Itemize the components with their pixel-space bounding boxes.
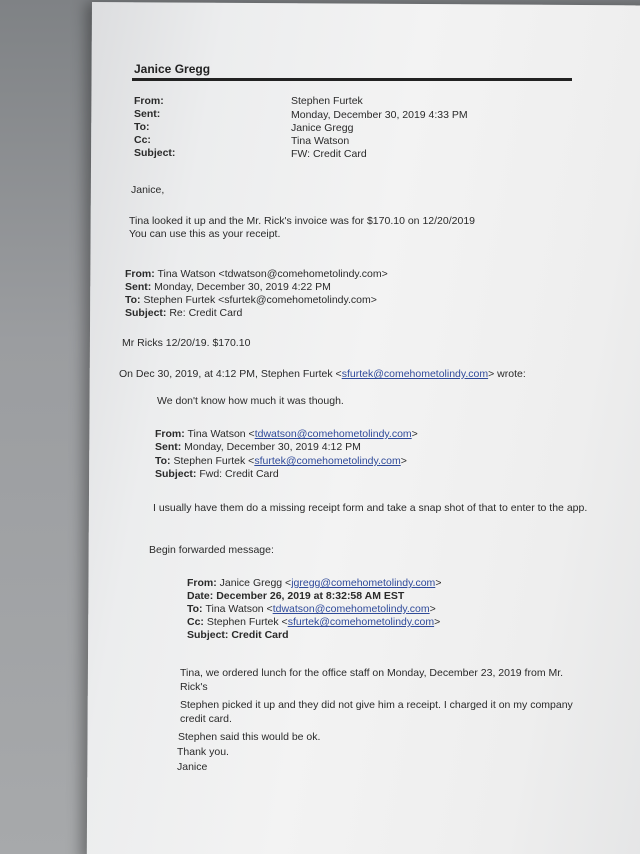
header-value-sent: Monday, December 30, 2019 4:33 PM	[291, 109, 468, 121]
message5-date	[187, 590, 404, 603]
message2-from-label: From:	[125, 268, 155, 280]
header-label-cc: Cc:	[134, 134, 151, 146]
header-label-from: From:	[134, 95, 164, 107]
message5-cc-suffix: >	[434, 616, 441, 628]
message5-from	[187, 577, 441, 590]
message3-body: We don't know how much it was though.	[157, 395, 344, 407]
message4-to-label: To:	[155, 455, 171, 467]
message2-subject-label: Subject:	[125, 307, 167, 319]
message2-to	[125, 294, 377, 307]
message4-sent-label: Sent:	[155, 441, 182, 453]
message4-from-label: From:	[155, 428, 185, 440]
message5-body-line: credit card.	[180, 713, 232, 725]
message2-to-value: Stephen Furtek <sfurtek@comehometolindy.com>	[143, 294, 377, 306]
message2-wrote-line	[119, 368, 526, 381]
message2-from	[125, 268, 388, 281]
message4-sent	[155, 441, 361, 454]
message4-from	[155, 428, 418, 441]
message2-to-label: To:	[125, 294, 141, 306]
message5-subject	[187, 629, 289, 642]
header-label-subject: Subject:	[134, 147, 176, 159]
letterhead-rule	[132, 78, 572, 81]
message5-body-line: Rick's	[180, 681, 208, 693]
message4-subject	[155, 468, 279, 481]
message4-subject-value: Fwd: Credit Card	[199, 468, 279, 480]
message2-body: Mr Ricks 12/20/19. $170.10	[122, 337, 251, 349]
message5-body-line: Thank you.	[177, 746, 229, 758]
message4-subject-label: Subject:	[155, 468, 197, 480]
message2-sent	[125, 281, 331, 294]
message5-from-email-link[interactable]: jgregg@comehometolindy.com	[291, 577, 436, 589]
message5-date-value: December 26, 2019 at 8:32:58 AM EST	[216, 590, 405, 602]
message5-to-suffix: >	[429, 603, 436, 615]
message5-cc-email-link[interactable]: sfurtek@comehometolindy.com	[287, 616, 435, 628]
message2-from-value: Tina Watson <tdwatson@comehometolindy.com>	[157, 268, 388, 280]
message5-cc-prefix: Stephen Furtek <	[206, 616, 288, 628]
message5-body-line: Janice	[177, 761, 208, 773]
message2-sent-value: Monday, December 30, 2019 4:22 PM	[154, 281, 331, 293]
message5-from-prefix: Janice Gregg <	[219, 577, 292, 589]
message5-from-suffix: >	[435, 577, 442, 589]
letterhead-name: Janice Gregg	[134, 62, 211, 76]
message4-to-suffix: >	[400, 455, 407, 467]
message5-to-email-link[interactable]: tdwatson@comehometolindy.com	[272, 603, 430, 615]
header-value-subject: FW: Credit Card	[291, 148, 367, 160]
message2-subject-value: Re: Credit Card	[169, 307, 243, 319]
message1-line1: Tina looked it up and the Mr. Rick's invoice was for $170.10 on 12/20/2019	[129, 215, 475, 227]
message1-greeting: Janice,	[131, 184, 165, 196]
message4-to	[155, 455, 407, 468]
message5-cc-label: Cc:	[187, 616, 204, 628]
header-label-to: To:	[134, 121, 150, 133]
message5-date-label: Date:	[187, 590, 214, 602]
message1-line2: You can use this as your receipt.	[129, 228, 281, 240]
message2-wrote-prefix: On Dec 30, 2019, at 4:12 PM, Stephen Furtek <	[119, 368, 342, 380]
message2-sent-label: Sent:	[125, 281, 152, 293]
message4-to-email-link[interactable]: sfurtek@comehometolindy.com	[254, 455, 401, 467]
message4-forwarded-label: Begin forwarded message:	[149, 544, 274, 556]
message5-subject-label: Subject:	[187, 629, 229, 641]
header-label-sent: Sent:	[134, 108, 161, 120]
message2-subject	[125, 307, 242, 320]
message4-to-prefix: Stephen Furtek <	[173, 455, 255, 467]
message4-from-prefix: Tina Watson <	[187, 428, 255, 440]
header-value-to: Janice Gregg	[291, 122, 354, 134]
message5-subject-value: Credit Card	[231, 629, 289, 641]
message5-body-line: Stephen said this would be ok.	[178, 731, 321, 743]
message4-sent-value: Monday, December 30, 2019 4:12 PM	[184, 441, 361, 453]
message5-from-label: From:	[187, 577, 217, 589]
message4-body: I usually have them do a missing receipt form and take a snap shot of that to enter to the app.	[153, 502, 588, 514]
message5-cc	[187, 616, 440, 629]
message5-to-label: To:	[187, 603, 203, 615]
message5-to	[187, 603, 436, 616]
message5-body-line: Tina, we ordered lunch for the office staff on Monday, December 23, 2019 from Mr.	[180, 667, 564, 679]
message5-body-line: Stephen picked it up and they did not give him a receipt. I charged it on my company	[180, 699, 573, 711]
message2-wrote-suffix: > wrote:	[488, 368, 526, 380]
message4-from-email-link[interactable]: tdwatson@comehometolindy.com	[254, 428, 412, 440]
message4-from-suffix: >	[411, 428, 418, 440]
message5-to-prefix: Tina Watson <	[205, 603, 273, 615]
header-value-from: Stephen Furtek	[291, 95, 363, 107]
header-value-cc: Tina Watson	[291, 135, 350, 147]
message2-wrote-email-link[interactable]: sfurtek@comehometolindy.com	[341, 368, 489, 380]
